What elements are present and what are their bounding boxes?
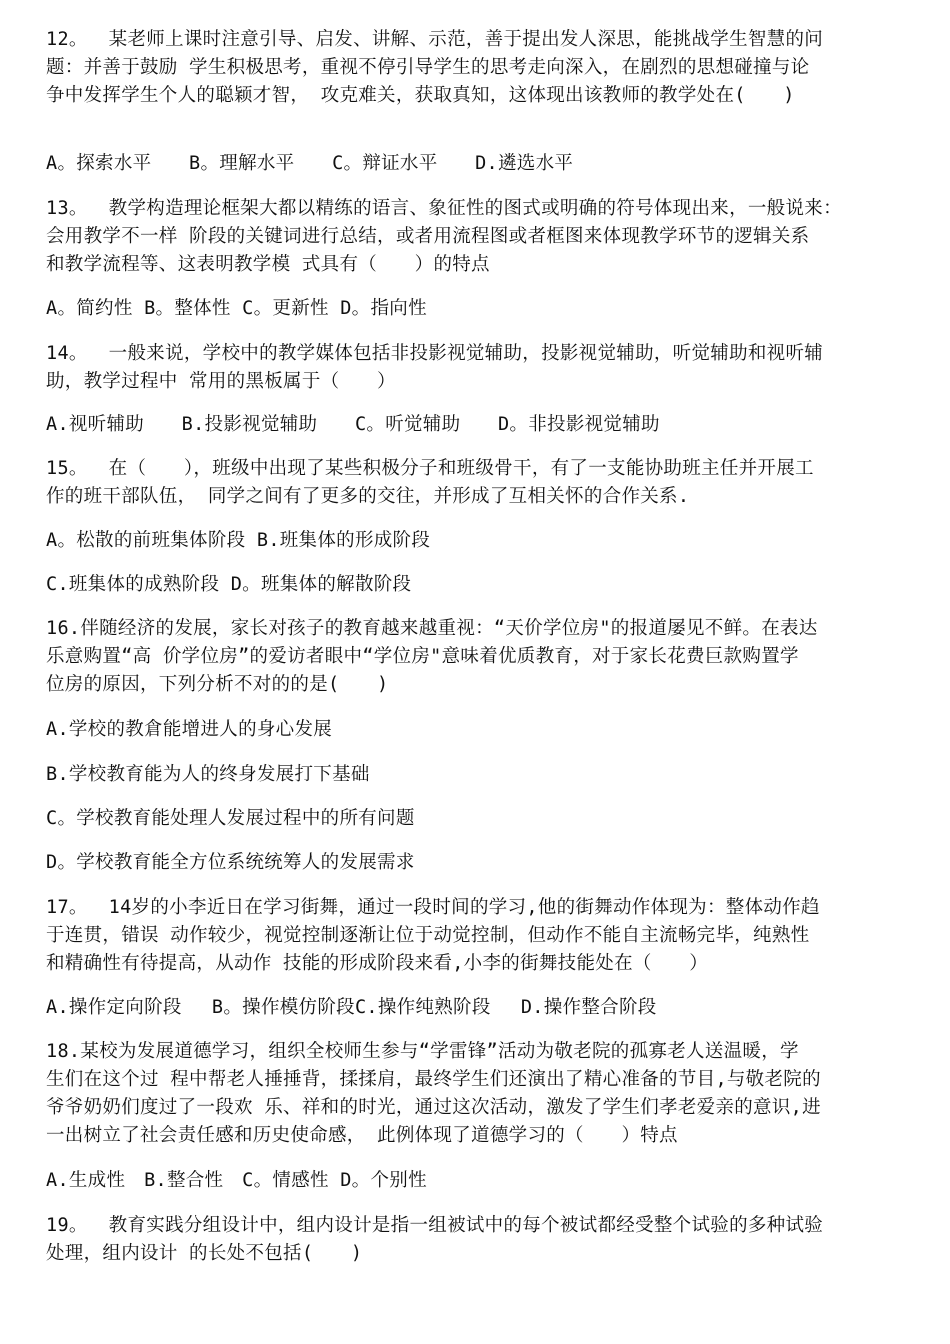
question-16-option-d xyxy=(46,849,914,877)
text-line: 于连贯，错误 动作较少，视觉控制逐渐让位于动觉控制，但动作不能自主流畅完毕，纯熟性 xyxy=(46,925,810,946)
text-line: 14。 一般来说，学校中的教学媒体包括非投影视觉辅助，投影视觉辅助，听觉辅助和视听辅 xyxy=(46,343,824,364)
text-line: 题：并善于鼓励 学生积极思考，重视不停引导学生的思考走向深入，在剧烈的思想碰撞与论 xyxy=(46,57,810,78)
option-line: A。探索水平 B。理解水平 C。辩证水平 D.遴选水平 xyxy=(46,153,574,174)
question-16-option-c xyxy=(46,805,914,833)
question-13-stem xyxy=(46,195,914,279)
question-16-option-b xyxy=(46,761,914,789)
option-line: A.学校的教倉能增进人的身心发展 xyxy=(46,719,333,740)
question-18-options xyxy=(46,1167,914,1195)
option-line: A.生成性 B.整合性 C。情感性 D。个别性 xyxy=(46,1170,427,1191)
text-line: 乐意购置“高 价学位房”的爱访者眼中“学位房"意味着优质教育，对于家长花费巨款购置学 xyxy=(46,646,799,667)
text-line: 位房的原因，下列分析不对的的是( ) xyxy=(46,674,389,695)
option-line: A。简约性 B。整体性 C。更新性 D。指向性 xyxy=(46,298,427,319)
question-16-stem xyxy=(46,615,914,699)
question-16-option-a xyxy=(46,716,914,744)
question-13-options xyxy=(46,295,914,323)
question-17-stem xyxy=(46,894,914,978)
question-15-option-2 xyxy=(46,571,914,599)
option-line: A.视听辅助 B.投影视觉辅助 C。听觉辅助 D。非投影视觉辅助 xyxy=(46,414,660,435)
question-15-option-1 xyxy=(46,527,914,555)
text-line: 爷爷奶奶们度过了一段欢 乐、祥和的时光，通过这次活动，激发了学生们孝老爱亲的意识,进 xyxy=(46,1097,821,1118)
option-line: C。学校教育能处理人发展过程中的所有问题 xyxy=(46,808,415,829)
text-line: 助，教学过程中 常用的黑板属于（ ） xyxy=(46,371,396,392)
text-line: 17。 14岁的小李近日在学习街舞，通过一段时间的学习,他的街舞动作体现为：整体动作趋 xyxy=(46,897,820,918)
text-line: 会用教学不一样 阶段的关键词进行总结，或者用流程图或者框图来体现教学环节的逻辑关系 xyxy=(46,226,810,247)
question-15-stem xyxy=(46,455,914,511)
question-14-options xyxy=(46,411,914,439)
option-line: C.班集体的成熟阶段 D。班集体的解散阶段 xyxy=(46,574,412,595)
question-18-stem xyxy=(46,1038,914,1150)
text-line: 13。 教学构造理论框架大都以精练的语言、象征性的图式或明确的符号体现出来，一般说来： xyxy=(46,198,842,219)
option-line: D。学校教育能全方位系统统筹人的发展需求 xyxy=(46,852,415,873)
text-line: 作的班干部队伍， 同学之间有了更多的交往，并形成了互相关怀的合作关系. xyxy=(46,486,690,507)
question-12-options xyxy=(46,150,914,178)
text-line: 15。 在（ ），班级中出现了某些积极分子和班级骨干，有了一支能协助班主任并开展工 xyxy=(46,458,814,479)
text-line: 和教学流程等、这表明教学模 式具有（ ）的特点 xyxy=(46,254,490,275)
text-line: 和精确性有待提高，从动作 技能的形成阶段来看,小李的街舞技能处在（ ） xyxy=(46,953,709,974)
question-14-stem xyxy=(46,340,914,396)
text-line: 一出树立了社会责任感和历史使命感， 此例体现了道德学习的（ ）特点 xyxy=(46,1125,678,1146)
text-line: 12。 某老师上课时注意引导、启发、讲解、示范，善于提出发人深思，能挑战学生智慧的问 xyxy=(46,29,824,50)
question-12-stem xyxy=(46,26,914,110)
text-line: 19。 教育实践分组设计中，组内设计是指一组被试中的每个被试都经受整个试验的多种试验 xyxy=(46,1215,824,1236)
text-line: 争中发挥学生个人的聪颖才智， 攻克难关，获取真知，这体现出该教师的教学处在( ) xyxy=(46,85,795,106)
text-line: 生们在这个过 程中帮老人捶捶背，揉揉肩，最终学生们还演出了精心准备的节目,与敬老院的 xyxy=(46,1069,821,1090)
option-line: B.学校教育能为人的终身发展打下基础 xyxy=(46,764,370,785)
text-line: 处理，组内设计 的长处不包括( ) xyxy=(46,1243,363,1264)
text-line: 18.某校为发展道德学习，组织全校师生参与“学雷锋”活动为敬老院的孤寡老人送温暖，学 xyxy=(46,1041,799,1062)
question-17-options xyxy=(46,994,914,1022)
text-line: 16.伴随经济的发展，家长对孩子的教育越来越重视：“天价学位房"的报道屡见不鲜。在表达 xyxy=(46,618,818,639)
option-line: A.操作定向阶段 B。操作模仿阶段C.操作纯熟阶段 D.操作整合阶段 xyxy=(46,997,657,1018)
question-19-stem xyxy=(46,1212,914,1268)
option-line: A。松散的前班集体阶段 B.班集体的形成阶段 xyxy=(46,530,431,551)
